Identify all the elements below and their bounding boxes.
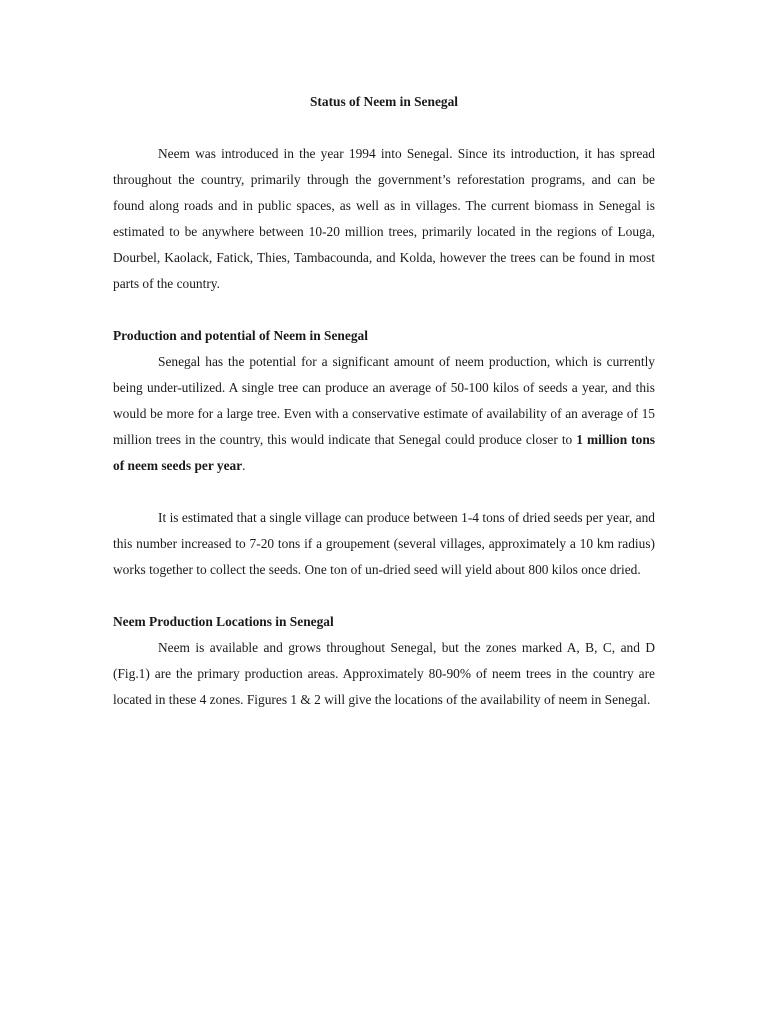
production-paragraph-highlight: 1 million tons of neem seeds per year <box>113 432 655 473</box>
document-page <box>113 89 655 713</box>
spacer <box>113 297 655 323</box>
locations-paragraph: Neem is available and grows throughout Senegal, but the zones marked A, B, C, and D (Fig.1) are the primary production areas. Approximately 80-90% of neem trees in the country are located in these 4 zones. Figures 1 & 2 will give the locations of the availability of neem in Senegal. <box>113 640 655 707</box>
spacer <box>113 583 655 609</box>
section-heading-locations: Neem Production Locations in Senegal <box>113 614 334 629</box>
section-heading-production: Production and potential of Neem in Senegal <box>113 328 368 343</box>
intro-paragraph: Neem was introduced in the year 1994 into Senegal. Since its introduction, it has spread throughout the country, primarily through the government’s reforestation programs, and can be found along roads and in public spaces, as well as in villages. The current biomass in Senegal is estimated to be anywhere between 10-20 million trees, primarily located in the regions of Louga, Dourbel, Kaolack, Fatick, Thies, Tambacounda, and Kolda, however the trees can be found in most parts of the country. <box>113 146 655 291</box>
production-paragraph <box>113 349 655 479</box>
village-paragraph: It is estimated that a single village can produce between 1-4 tons of dried seeds per year, and this number increased to 7-20 tons if a groupement (several villages, approximately a 10 km radius) works together to collect the seeds. One ton of un-dried seed will yield about 800 kilos once dried. <box>113 510 655 577</box>
spacer <box>113 479 655 505</box>
production-paragraph-end: . <box>242 458 246 473</box>
document-title: Status of Neem in Senegal <box>309 94 459 109</box>
production-paragraph-text: Senegal has the potential for a significant amount of neem production, which is currently being under-utilized. A single tree can produce an average of 50-100 kilos of seeds a year, and this would be more for a large tree. Even with a conservative estimate of availability of an average of 15 million trees in the country, this would indicate that Senegal could produce closer to <box>113 354 655 447</box>
